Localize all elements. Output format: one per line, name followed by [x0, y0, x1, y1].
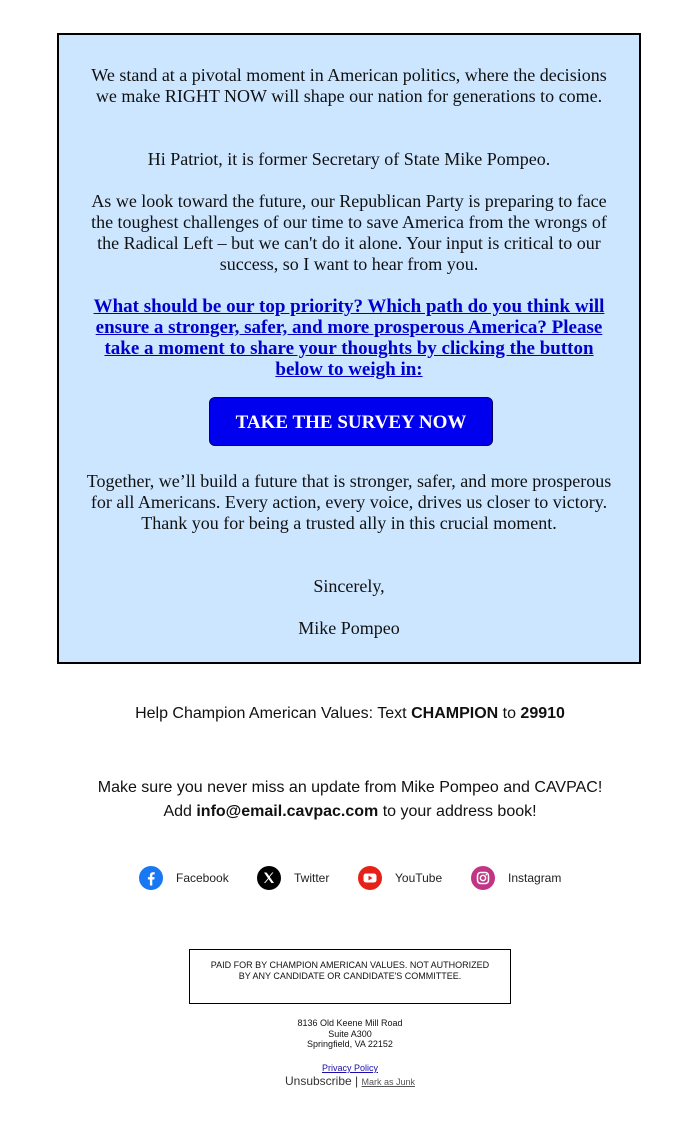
- intro-paragraph: We stand at a pivotal moment in American politics, where the decisions we make RIGHT NOW will shape our nation for generations to come.: [91, 65, 607, 106]
- address-line-3: Springfield, VA 22152: [307, 1039, 393, 1049]
- privacy-row: [0, 1063, 700, 1073]
- letter-box: [57, 33, 641, 664]
- closing-paragraph: Together, we’ll build a future that is stronger, safer, and more prosperous for all Americans. Every action, every voice, drives us closer to victory. Thank you for being a trusted ally in this crucial moment.: [86, 471, 612, 533]
- text-number: 29910: [520, 705, 565, 722]
- youtube-label: YouTube: [395, 871, 443, 885]
- facebook-link[interactable]: [139, 864, 229, 892]
- x-twitter-icon: [257, 866, 281, 890]
- text-to: to: [498, 705, 521, 722]
- instagram-link[interactable]: [471, 864, 561, 892]
- add-email-line: [0, 800, 700, 824]
- take-survey-button[interactable]: TAKE THE SURVEY NOW: [209, 397, 493, 446]
- privacy-policy-link[interactable]: Privacy Policy: [321, 1063, 378, 1073]
- facebook-label: Facebook: [176, 871, 229, 885]
- address-line-1: 8136 Old Keene Mill Road: [297, 1018, 403, 1028]
- youtube-link[interactable]: [358, 864, 442, 892]
- address-book-reminder: [0, 776, 700, 824]
- text-keyword: CHAMPION: [411, 705, 499, 722]
- paid-for-disclaimer: PAID FOR BY CHAMPION AMERICAN VALUES. NOT AUTHORIZED BY ANY CANDIDATE OR CANDIDATE'S COMMITTEE.: [189, 949, 511, 1004]
- text-to-join-line: [0, 705, 700, 723]
- signature: Mike Pompeo: [298, 618, 400, 638]
- social-links: [0, 864, 700, 892]
- text-prefix: Help Champion American Values: Text: [135, 705, 412, 722]
- twitter-link[interactable]: [257, 864, 329, 892]
- signoff: Sincerely,: [313, 576, 385, 596]
- mailing-address: [0, 1018, 700, 1050]
- instagram-label: Instagram: [508, 871, 562, 885]
- add-suffix: to your address book!: [378, 803, 537, 820]
- update-line: Make sure you never miss an update from Mike Pompeo and CAVPAC!: [97, 779, 603, 796]
- instagram-icon: [471, 866, 495, 890]
- youtube-icon: [358, 866, 382, 890]
- body-paragraph: As we look toward the future, our Republican Party is preparing to face the toughest challenges of our time to save America from the wrongs of the Radical Left – but we can't do it alone. Your input is critical to our success, so I want to hear from you.: [91, 191, 607, 274]
- add-prefix: Add: [163, 803, 197, 820]
- sender-email: info@email.cavpac.com: [196, 803, 379, 820]
- address-line-2: Suite A300: [328, 1028, 372, 1039]
- unsubscribe-row: [0, 1074, 700, 1088]
- survey-question-link[interactable]: What should be our top priority? Which path do you think will ensure a stronger, safer, and more prosperous America? Please take a moment to share your thoughts by clicking the button below to weigh in:: [93, 296, 605, 380]
- greeting-paragraph: Hi Patriot, it is former Secretary of State Mike Pompeo.: [147, 149, 551, 169]
- facebook-icon: [139, 866, 163, 890]
- mark-as-junk-link[interactable]: Mark as Junk: [361, 1077, 416, 1087]
- unsubscribe-link[interactable]: Unsubscribe: [284, 1074, 352, 1088]
- separator: |: [351, 1074, 362, 1088]
- twitter-label: Twitter: [294, 871, 330, 885]
